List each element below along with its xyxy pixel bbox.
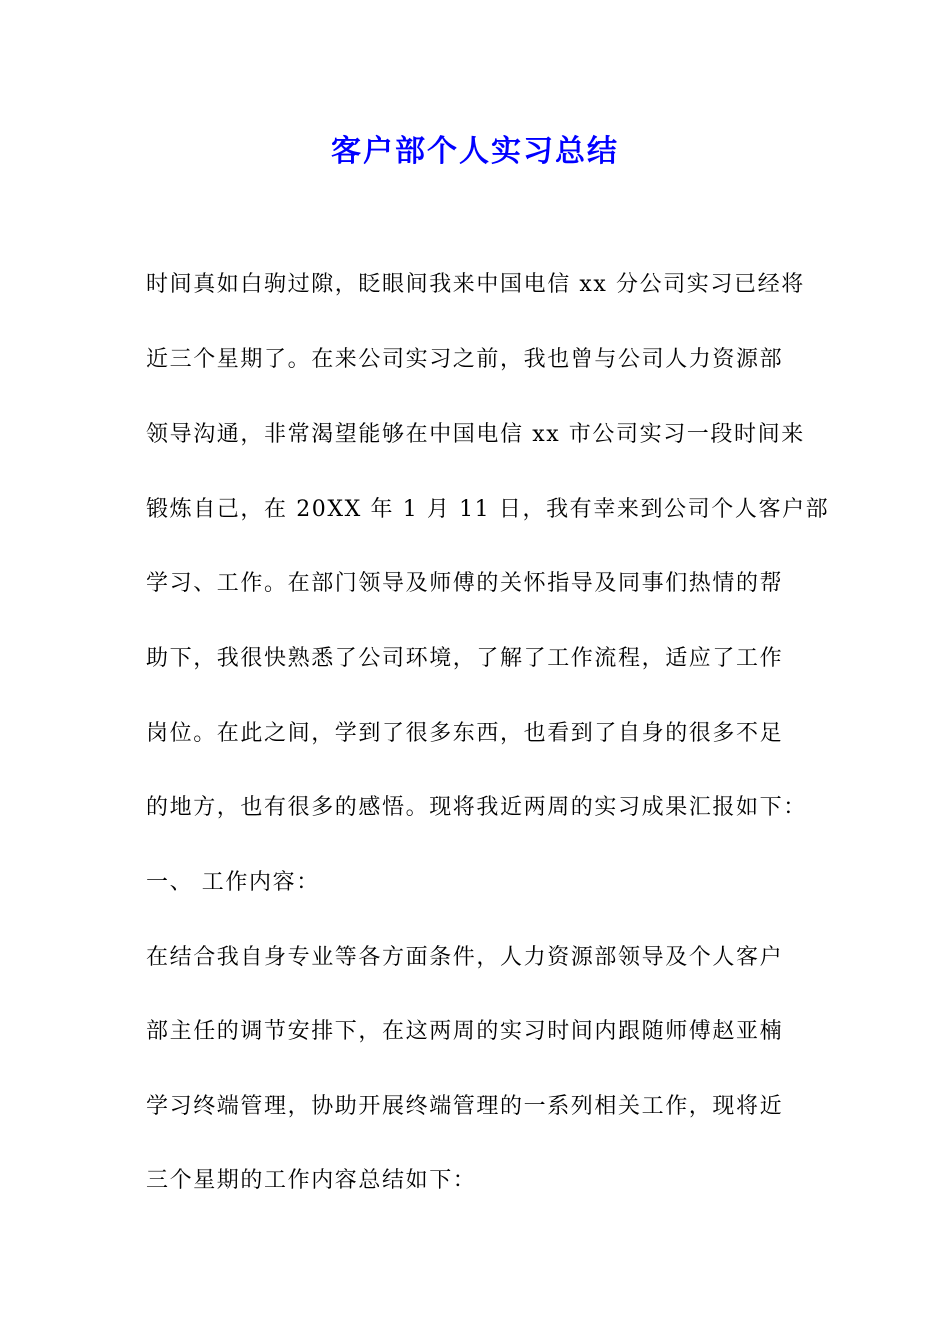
paragraph-line: 在结合我自身专业等各方面条件，人力资源部领导及个人客户 (146, 945, 784, 970)
paragraph-line: 岗位。在此之间，学到了很多东西，也看到了自身的很多不足 (146, 721, 784, 746)
paragraph-line: 领导沟通，非常渴望能够在中国电信 xx 市公司实习一段时间来 (146, 422, 805, 447)
section-heading: 一、 工作内容： (146, 870, 320, 895)
paragraph-line: 学习终端管理，协助开展终端管理的一系列相关工作，现将近 (146, 1094, 784, 1119)
paragraph-line: 时间真如白驹过隙，眨眼间我来中国电信 xx 分公司实习已经将 (146, 272, 805, 297)
paragraph-line: 三个星期的工作内容总结如下： (146, 1168, 477, 1193)
document-title: 客户部个人实习总结 (331, 134, 619, 169)
paragraph-line: 助下，我很快熟悉了公司环境，了解了工作流程，适应了工作 (146, 646, 784, 671)
paragraph-line: 学习、工作。在部门领导及师傅的关怀指导及同事们热情的帮 (146, 571, 784, 596)
paragraph-line: 部主任的调节安排下，在这两周的实习时间内跟随师傅赵亚楠 (146, 1019, 784, 1044)
paragraph-line: 锻炼自己，在 20XX 年 1 月 11 日，我有幸来到公司个人客户部 (146, 497, 830, 522)
paragraph-line: 的地方，也有很多的感悟。现将我近两周的实习成果汇报如下： (146, 795, 807, 820)
paragraph-line: 近三个星期了。在来公司实习之前，我也曾与公司人力资源部 (146, 347, 784, 372)
